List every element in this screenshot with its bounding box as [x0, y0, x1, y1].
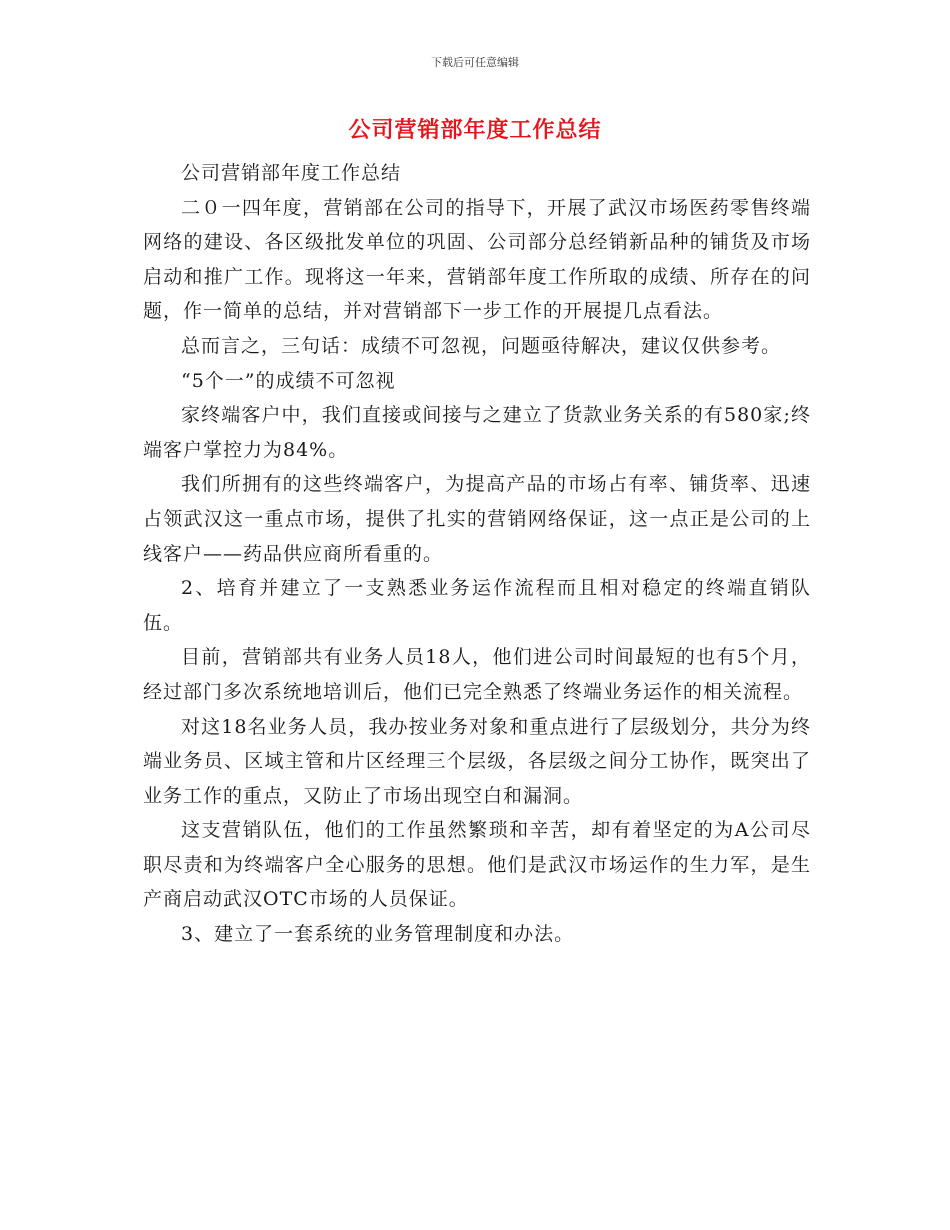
paragraph-levels: 对这18名业务人员，我办按业务对象和重点进行了层级划分，共分为终端业务员、区域主管和片区经理三个层级，各层级之间分工协作，既突出了业务工作的重点，又防止了市场出现空白和漏洞。 — [143, 715, 811, 807]
paragraph-network: 我们所拥有的这些终端客户，为提高产品的市场占有率、铺货率、迅速占领武汉这一重点市场，提供了扎实的营销网络保证，这一点正是公司的上线客户——药品供应商所看重的。 — [143, 473, 811, 565]
paragraph-section-heading: “5个一”的成绩不可忽视 — [181, 369, 396, 392]
paragraph-subtitle: 公司营销部年度工作总结 — [181, 162, 402, 184]
paragraph-intro: 二０一四年度，营销部在公司的指导下，开展了武汉市场医药零售终端网络的建设、各区级批发单位的巩固、公司部分总经销新品种的铺货及市场启动和推广工作。现将这一年来，营销部年度工作所取的成绩、所存在的问题，作一简单的总结，并对营销部下一步工作的开展提几点看法。 — [143, 196, 811, 323]
paragraph-summary: 总而言之，三句话：成绩不可忽视，问题亟待解决，建议仅供参考。 — [181, 334, 782, 357]
paragraph-point-3: 3、建立了一套系统的业务管理制度和办法。 — [181, 923, 575, 946]
paragraph-staff: 目前，营销部共有业务人员18人，他们进公司时间最短的也有5个月，经过部门多次系统地培训后，他们已完全熟悉了终端业务运作的相关流程。 — [143, 646, 811, 703]
paragraph-point-2: 2、培育并建立了一支熟悉业务运作流程而且相对稳定的终端直销队伍。 — [143, 577, 811, 634]
document-title: 公司营销部年度工作总结 — [348, 118, 602, 143]
paragraph-team: 这支营销队伍，他们的工作虽然繁琐和辛苦，却有着坚定的为A公司尽职尽责和为终端客户全心服务的思想。他们是武汉市场运作的生力军，是生产商启动武汉OTC市场的人员保证。 — [143, 819, 811, 911]
header-note: 下载后可任意编辑 — [431, 56, 519, 69]
paragraph-terminal-clients: 家终端客户中，我们直接或间接与之建立了货款业务关系的有580家;终端客户掌控力为84%。 — [143, 404, 811, 461]
document-body — [143, 156, 811, 952]
